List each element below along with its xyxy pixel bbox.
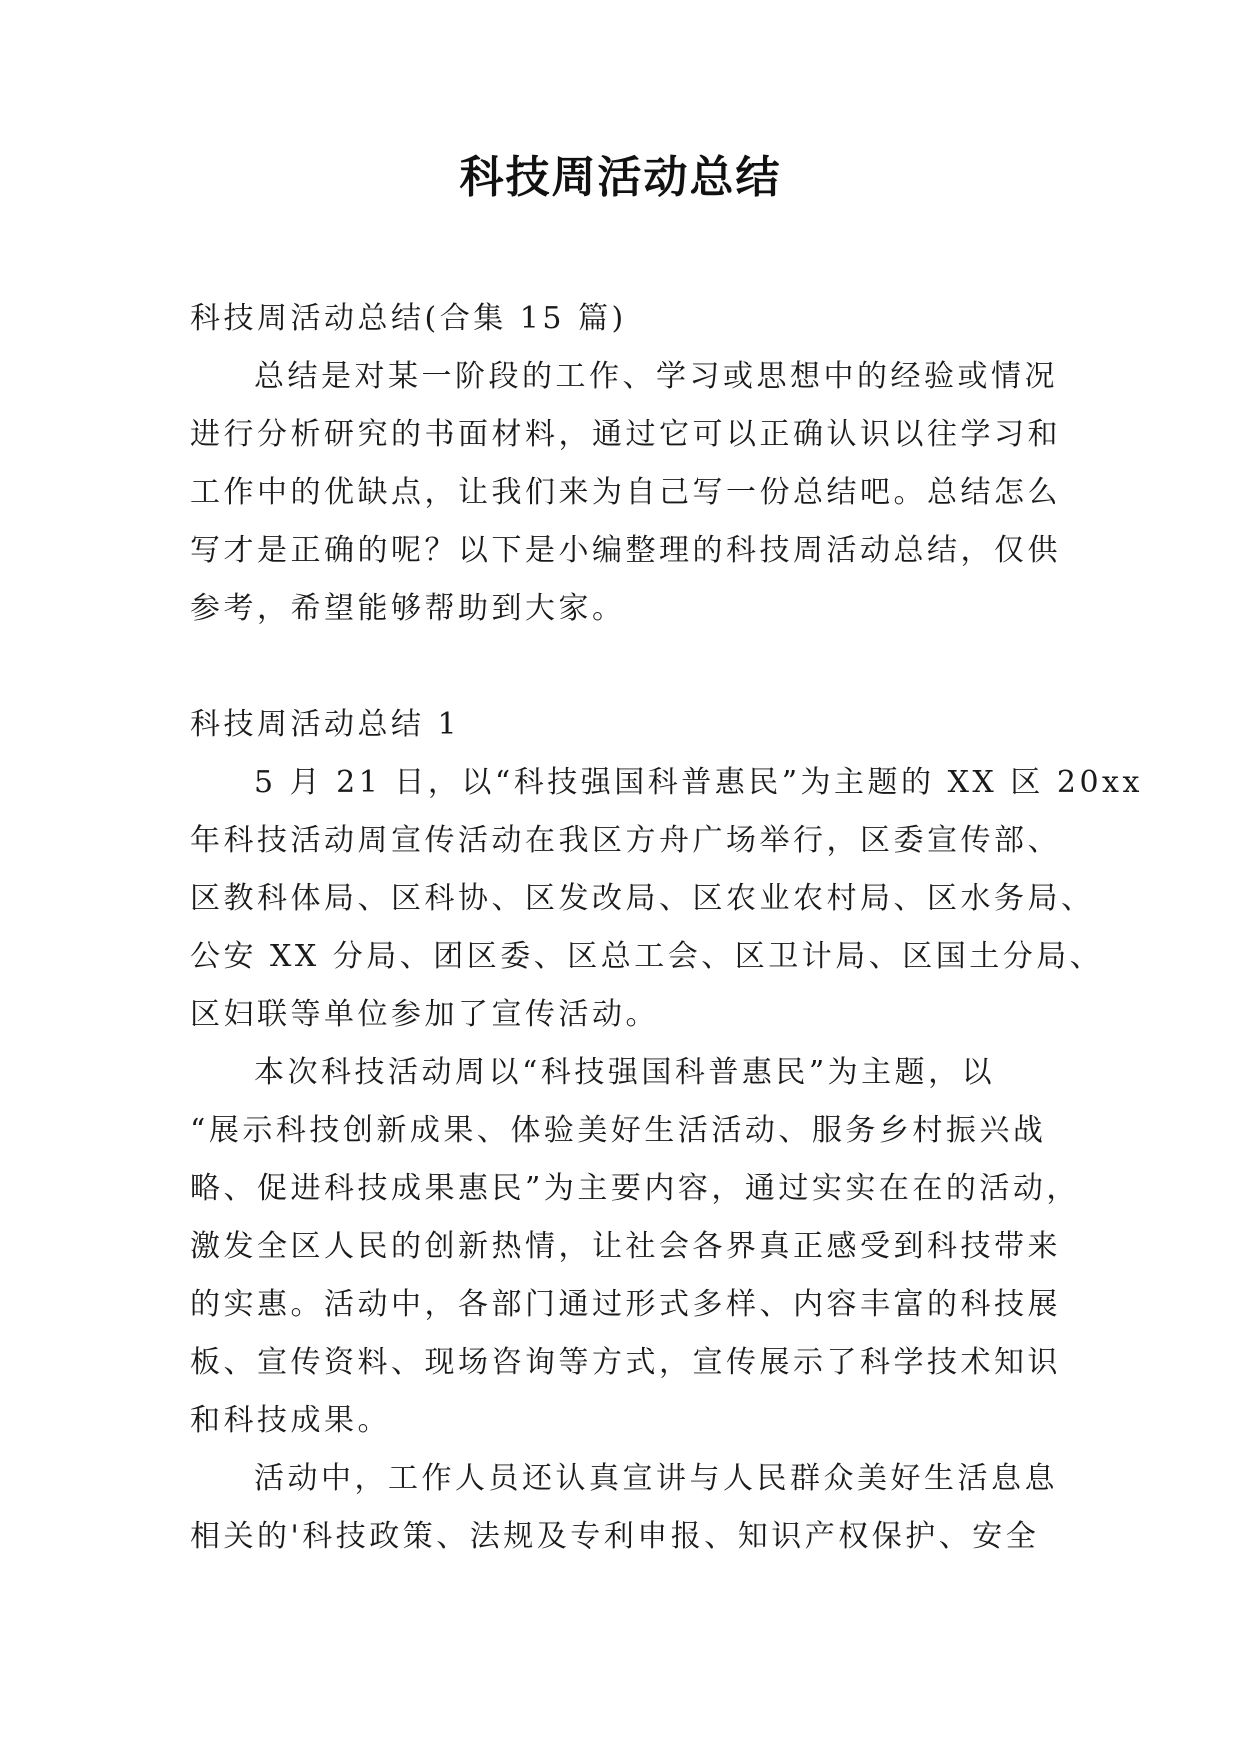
intro-line: 参考，希望能够帮助到大家。: [190, 591, 626, 626]
intro-line: 写才是正确的呢？以下是小编整理的科技周活动总结，仅供: [190, 533, 1061, 568]
intro-line: 总结是对某一阶段的工作、学习或思想中的经验或情况: [254, 359, 1058, 394]
document-body: [190, 290, 1143, 1566]
paragraph-line: 和科技成果。: [190, 1403, 391, 1438]
section-spacer: [190, 638, 1070, 696]
paragraph-line: 区妇联等单位参加了宣传活动。: [190, 997, 659, 1032]
intro-line: 工作中的优缺点，让我们来为自己写一份总结吧。总结怎么: [190, 475, 1061, 510]
paragraph-line: 公安 XX 分局、团区委、区总工会、区卫计局、区国土分局、: [190, 939, 1104, 974]
paragraph-line: 激发全区人民的创新热情，让社会各界真正感受到科技带来: [190, 1229, 1061, 1264]
paragraph-1: [190, 754, 1143, 1044]
paragraph-2: [190, 1044, 1080, 1450]
paragraph-line: 活动中，工作人员还认真宣讲与人民群众美好生活息息: [254, 1461, 1058, 1496]
paragraph-line: 年科技活动周宣传活动在我区方舟广场举行，区委宣传部、: [190, 823, 1061, 858]
paragraph-line: 区教科体局、区科协、区发改局、区农业农村局、区水务局、: [190, 881, 1095, 916]
section-heading: 科技周活动总结 1: [190, 707, 461, 742]
paragraph-line: “展示科技创新成果、体验美好生活活动、服务乡村振兴战: [190, 1113, 1047, 1148]
paragraph-line: 板、宣传资料、现场咨询等方式，宣传展示了科学技术知识: [190, 1345, 1061, 1380]
document-subtitle: 科技周活动总结(合集 15 篇): [190, 301, 627, 336]
paragraph-line: 略、促进科技成果惠民”为主要内容，通过实实在在的活动，: [190, 1171, 1080, 1206]
intro-paragraph: [190, 348, 1070, 638]
paragraph-line: 本次科技活动周以“科技强国科普惠民”为主题，以: [254, 1055, 996, 1090]
paragraph-line: 的实惠。活动中，各部门通过形式多样、内容丰富的科技展: [190, 1287, 1061, 1322]
document-title: 科技周活动总结: [459, 152, 782, 203]
paragraph-line: 5 月 21 日，以“科技强国科普惠民”为主题的 XX 区 20xx: [254, 765, 1143, 800]
paragraph-line: 相关的'科技政策、法规及专利申报、知识产权保护、安全: [190, 1519, 1040, 1554]
paragraph-3: [190, 1450, 1070, 1566]
intro-line: 进行分析研究的书面材料，通过它可以正确认识以往学习和: [190, 417, 1061, 452]
